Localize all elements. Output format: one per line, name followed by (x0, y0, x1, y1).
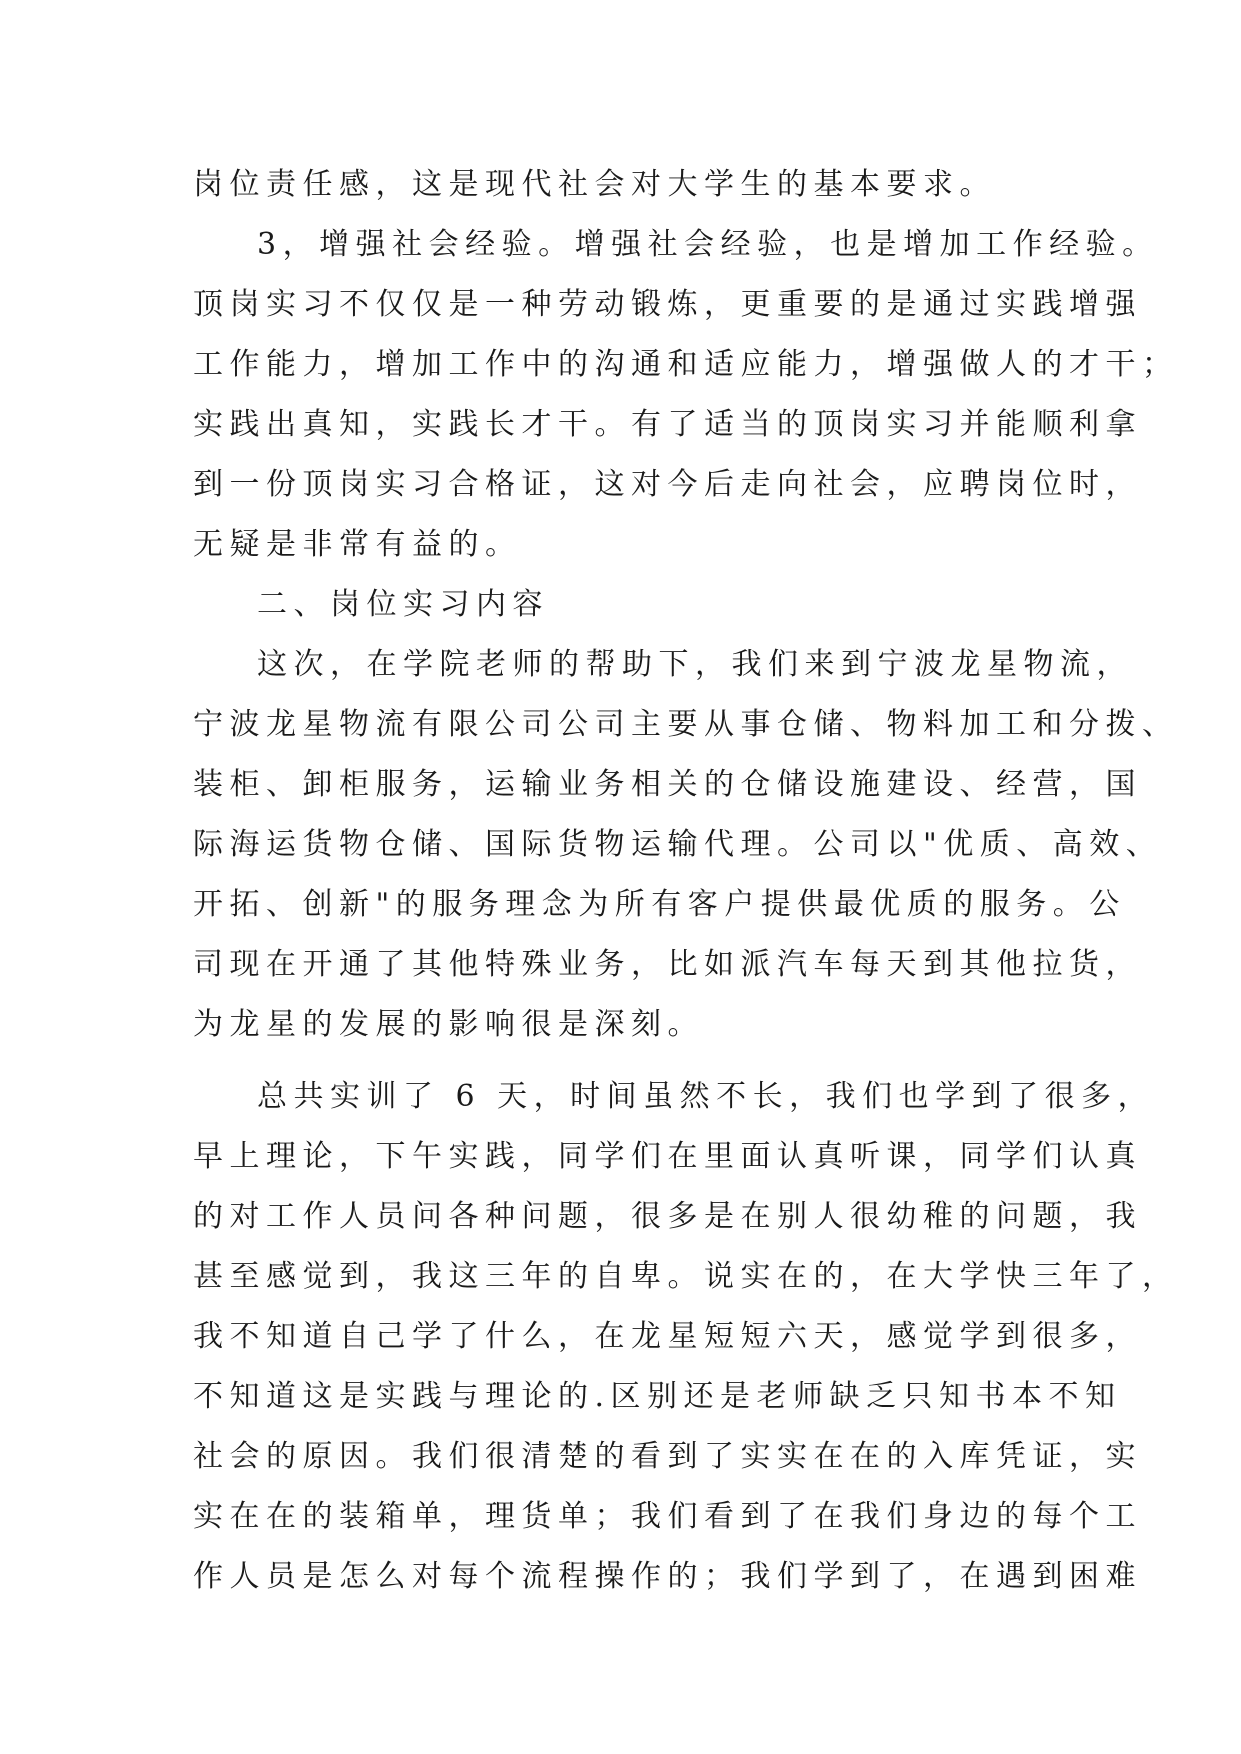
section-heading: 二、岗位实习内容 (257, 587, 549, 622)
text-line: 作人员是怎么对每个流程操作的；我们学到了，在遇到困难 (193, 1559, 1142, 1594)
text-line: 司现在开通了其他特殊业务，比如派汽车每天到其他拉货， (193, 947, 1142, 982)
text-line: 总共实训了 6 天，时间虽然不长，我们也学到了很多， (257, 1079, 1155, 1114)
text-line: 宁波龙星物流有限公司公司主要从事仓储、物料加工和分拨、 (193, 707, 1179, 742)
text-line: 我不知道自己学了什么，在龙星短短六天，感觉学到很多， (193, 1319, 1142, 1354)
text-line: 工作能力，增加工作中的沟通和适应能力，增强做人的才干； (193, 347, 1179, 382)
text-line: 实践出真知，实践长才干。有了适当的顶岗实习并能顺利拿 (193, 407, 1142, 442)
text-line: 3，增强社会经验。增强社会经验，也是增加工作经验。 (257, 227, 1159, 262)
text-line: 的对工作人员问各种问题，很多是在别人很幼稚的问题，我 (193, 1199, 1142, 1234)
text-line: 无疑是非常有益的。 (193, 527, 522, 562)
text-line: 为龙星的发展的影响很是深刻。 (193, 1007, 704, 1042)
text-line: 这次，在学院老师的帮助下，我们来到宁波龙星物流， (257, 647, 1133, 682)
text-line: 甚至感觉到，我这三年的自卑。说实在的，在大学快三年了， (193, 1259, 1179, 1294)
text-line: 顶岗实习不仅仅是一种劳动锻炼，更重要的是通过实践增强 (193, 287, 1142, 322)
text-line: 岗位责任感，这是现代社会对大学生的基本要求。 (193, 167, 996, 202)
text-line: 开拓、创新"的服务理念为所有客户提供最优质的服务。公 (193, 887, 1126, 922)
text-line: 不知道这是实践与理论的.区别还是老师缺乏只知书本不知 (193, 1379, 1122, 1414)
text-line: 早上理论，下午实践，同学们在里面认真听课，同学们认真 (193, 1139, 1142, 1174)
text-line: 实在在的装箱单，理货单；我们看到了在我们身边的每个工 (193, 1499, 1142, 1534)
text-line: 社会的原因。我们很清楚的看到了实实在在的入库凭证，实 (193, 1439, 1142, 1474)
text-line: 到一份顶岗实习合格证，这对今后走向社会，应聘岗位时， (193, 467, 1142, 502)
text-line: 装柜、卸柜服务，运输业务相关的仓储设施建设、经营，国 (193, 767, 1142, 802)
body-text (193, 155, 1179, 1607)
text-line: 际海运货物仓储、国际货物运输代理。公司以"优质、高效、 (193, 827, 1163, 862)
